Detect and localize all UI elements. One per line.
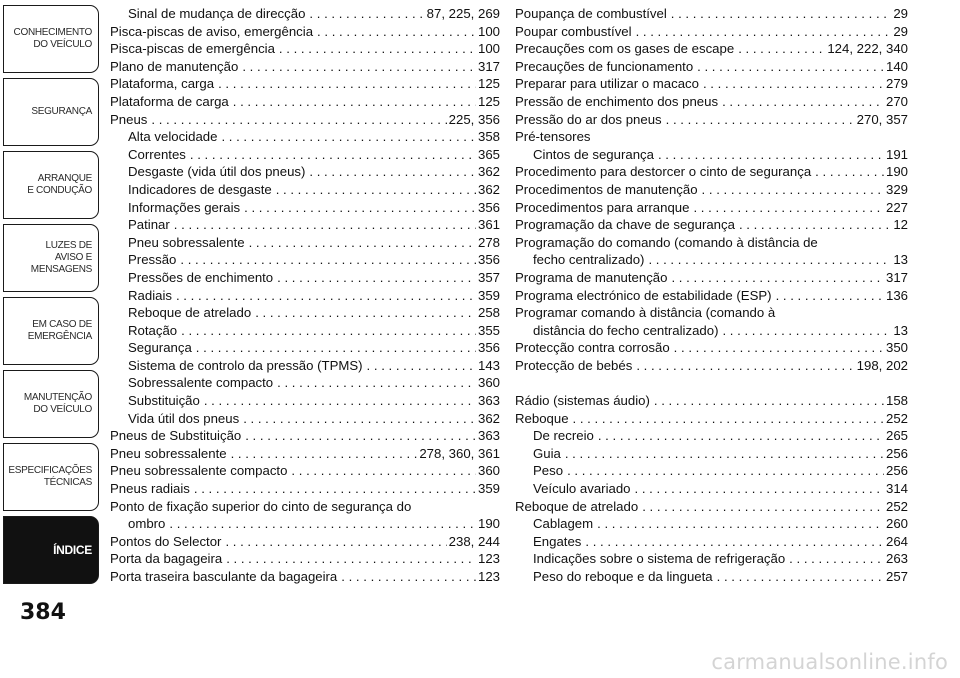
dot-leader — [244, 199, 476, 217]
dot-leader — [317, 23, 476, 41]
index-entry-pages[interactable]: 257 — [885, 569, 908, 584]
index-entry[interactable] — [515, 550, 908, 568]
index-entry-pages[interactable]: 360 — [477, 375, 500, 391]
index-entry-pages[interactable]: 125 — [477, 93, 500, 109]
index-column-right — [515, 5, 908, 586]
index-entry-text: Precauções de funcionamento — [515, 58, 694, 74]
dot-leader — [309, 163, 476, 181]
index-entry-text: Pneu sobressalente compacto — [110, 463, 288, 479]
tab-conhecimento-do-veiculo[interactable] — [3, 5, 99, 73]
index-entry[interactable] — [515, 181, 908, 199]
dot-leader — [598, 427, 884, 445]
tab-label: MANUTENÇÃO DO VEÍCULO — [23, 392, 92, 415]
index-entry-pages[interactable]: 12 — [893, 217, 908, 233]
index-entry[interactable] — [110, 498, 500, 516]
index-entry[interactable] — [515, 234, 908, 252]
index-entry-text: Pressão — [128, 252, 177, 268]
index-entry-text: Reboque de atrelado — [515, 498, 639, 514]
index-entry-text: Segurança — [128, 340, 192, 356]
index-entry-text: fecho centralizado) — [533, 252, 645, 268]
index-entry[interactable] — [110, 93, 500, 111]
index-entry-text: Reboque — [515, 410, 569, 426]
tab-manutencao-do-veiculo[interactable] — [3, 370, 99, 438]
index-entry-pages[interactable]: 265 — [885, 428, 908, 444]
watermark: carmanualsonline.info — [711, 650, 948, 674]
dot-leader — [176, 287, 476, 305]
index-entry-pages[interactable]: 225, 356 — [448, 111, 500, 127]
index-entry[interactable] — [515, 128, 908, 146]
index-entry-text: Guia — [533, 445, 561, 461]
dot-leader — [654, 392, 884, 410]
dot-leader — [789, 550, 884, 568]
index-entry[interactable] — [515, 40, 908, 58]
index-entry-pages[interactable]: 125 — [477, 76, 500, 92]
dot-leader — [309, 5, 424, 23]
index-entry[interactable] — [110, 392, 500, 410]
index-entry[interactable] — [110, 462, 500, 480]
index-entry[interactable] — [110, 23, 500, 41]
index-entry[interactable] — [515, 93, 908, 111]
index-entry-text: Poupança de combustível — [515, 6, 667, 21]
dot-leader — [276, 181, 476, 199]
index-entry-pages[interactable]: 227 — [885, 199, 908, 215]
index-entry-pages[interactable]: 258 — [477, 305, 500, 321]
index-entry-pages[interactable]: 278 — [477, 234, 500, 250]
index-entry[interactable] — [110, 480, 500, 498]
index-entry-text: Pressões de enchimento — [128, 269, 274, 285]
index-entry[interactable] — [110, 374, 500, 392]
index-entry-text: Procedimentos para arranque — [515, 199, 690, 215]
dot-leader — [245, 427, 476, 445]
index-entry-pages[interactable]: 252 — [885, 498, 908, 514]
dot-leader — [815, 163, 884, 181]
index-entry-text: Plataforma, carga — [110, 76, 215, 92]
index-entry-pages[interactable]: 264 — [885, 533, 908, 549]
index-entry[interactable] — [515, 23, 908, 41]
index-entry[interactable] — [515, 199, 908, 217]
index-entry[interactable] — [515, 304, 908, 322]
index-entry[interactable] — [515, 339, 908, 357]
index-entry[interactable] — [515, 357, 908, 375]
index-entry[interactable] — [110, 287, 500, 305]
index-entry[interactable] — [110, 568, 500, 586]
index-entry-text: distância do fecho centralizado) — [533, 322, 719, 338]
dot-leader — [693, 199, 884, 217]
index-entry-pages[interactable]: 100 — [477, 41, 500, 57]
index-entry-pages[interactable]: 13 — [893, 322, 908, 338]
dot-leader — [291, 462, 476, 480]
tab-label: SEGURANÇA — [31, 106, 92, 117]
index-entry-text: Veículo avariado — [533, 481, 631, 497]
index-entry-text: Pneus de Substituição — [110, 428, 242, 444]
index-entry[interactable] — [515, 462, 908, 480]
dot-leader — [597, 515, 884, 533]
index-entry-pages[interactable]: 356 — [477, 199, 500, 215]
index-entry-text: Precauções com os gases de escape — [515, 41, 735, 57]
dot-leader — [666, 111, 855, 129]
index-entry-text: Desgaste (vida útil dos pneus) — [128, 164, 306, 180]
index-entry-pages[interactable]: 123 — [477, 551, 500, 567]
index-entry-text: Cintos de segurança — [533, 146, 654, 162]
index-entry[interactable] — [515, 58, 908, 76]
index-entry-pages[interactable]: 362 — [477, 410, 500, 426]
index-entry-text: De recreio — [533, 428, 594, 444]
index-entry-text: Substituição — [128, 393, 200, 409]
index-entry[interactable] — [515, 498, 908, 516]
dot-leader — [221, 128, 476, 146]
index-entry-pages[interactable]: 256 — [885, 463, 908, 479]
index-entry-text: Sistema de controlo da pressão (TPMS) — [128, 357, 363, 373]
index-entry-text: Informações gerais — [128, 199, 241, 215]
index-entry-pages[interactable]: 355 — [477, 322, 500, 338]
index-entry-text: Reboque de atrelado — [128, 305, 252, 321]
index-entry[interactable] — [515, 410, 908, 428]
tab-luzes-de-aviso-e-mensagens[interactable] — [3, 224, 99, 292]
tab-label: EM CASO DE EMERGÊNCIA — [27, 319, 92, 342]
index-entry-pages[interactable]: 317 — [885, 269, 908, 285]
index-entry[interactable] — [515, 533, 908, 551]
dot-leader — [277, 374, 476, 392]
dot-leader — [277, 269, 476, 287]
index-entry-pages[interactable]: 278, 360, 361 — [419, 445, 500, 461]
dot-leader — [642, 498, 884, 516]
dot-leader — [151, 111, 446, 129]
index-entry-text: Plano de manutenção — [110, 58, 239, 74]
dot-leader — [635, 480, 884, 498]
index-entry[interactable] — [110, 357, 500, 375]
dot-leader — [703, 75, 884, 93]
dot-leader — [671, 5, 892, 23]
index-entry-pages[interactable]: 329 — [885, 181, 908, 197]
dot-leader — [180, 251, 476, 269]
index-entry[interactable] — [515, 5, 908, 23]
index-entry[interactable] — [110, 111, 500, 129]
tab-label: ÍNDICE — [53, 543, 92, 557]
dot-leader — [174, 216, 476, 234]
index-entry[interactable] — [515, 146, 908, 164]
index-entry-pages[interactable]: 365 — [477, 146, 500, 162]
index-entry-pages[interactable]: 359 — [477, 481, 500, 497]
index-entry-pages[interactable]: 361 — [477, 217, 500, 233]
tab-label: LUZES DE AVISO E MENSAGENS — [30, 240, 92, 275]
tab-arranque-e-conducao[interactable] — [3, 151, 99, 219]
index-entry-pages[interactable]: 358 — [477, 129, 500, 145]
index-entry-pages[interactable]: 29 — [893, 23, 908, 39]
index-entry-pages[interactable]: 263 — [885, 551, 908, 567]
index-entry-text: Programa electrónico de estabilidade (ESP) — [515, 287, 772, 303]
index-entry-text: Vida útil dos pneus — [128, 410, 240, 426]
index-entry-text: Indicações sobre o sistema de refrigeração — [533, 551, 786, 567]
dot-leader — [671, 269, 884, 287]
index-entry-text: Programação do comando (comando à distância de — [515, 234, 818, 250]
index-entry-text: Rádio (sistemas áudio) — [515, 393, 650, 409]
index-entry-pages[interactable]: 314 — [885, 481, 908, 497]
index-entry[interactable] — [110, 181, 500, 199]
index-entry[interactable] — [110, 269, 500, 287]
index-entry-pages[interactable]: 198, 202 — [856, 357, 908, 373]
dot-leader — [739, 216, 891, 234]
index-entry[interactable] — [110, 322, 500, 340]
index-entry-text: Engates — [533, 533, 582, 549]
index-entry[interactable] — [515, 111, 908, 129]
index-entry-text: Indicadores de desgaste — [128, 181, 272, 197]
index-entry-text: Patinar — [128, 217, 170, 233]
index-entry[interactable] — [110, 40, 500, 58]
index-entry[interactable] — [110, 427, 500, 445]
index-entry-text: Poupar combustível — [515, 23, 632, 39]
index-entry[interactable] — [110, 410, 500, 428]
dot-leader — [249, 234, 476, 252]
index-column-left — [110, 5, 500, 586]
index-entry-text: Porta da bagageira — [110, 551, 223, 567]
index-entry-pages[interactable]: 359 — [477, 287, 500, 303]
index-entry-pages[interactable]: 13 — [893, 252, 908, 268]
index-entry-text: Procedimentos de manutenção — [515, 181, 698, 197]
index-gap — [515, 374, 908, 392]
index-entry-pages[interactable]: 238, 244 — [448, 533, 500, 549]
dot-leader — [776, 287, 884, 305]
dot-leader — [674, 339, 884, 357]
index-entry-text: Alta velocidade — [128, 129, 218, 145]
dot-leader — [225, 533, 446, 551]
index-entry-text: Pneus — [110, 111, 148, 127]
dot-leader — [636, 357, 854, 375]
index-entry[interactable] — [110, 445, 500, 463]
index-entry-pages[interactable]: 252 — [885, 410, 908, 426]
dot-leader — [567, 462, 884, 480]
index-entry-text: Protecção contra corrosão — [515, 340, 670, 356]
index-entry-text: Correntes — [128, 146, 186, 162]
index-entry[interactable] — [515, 269, 908, 287]
tab-label: CONHECIMENTO DO VEÍCULO — [13, 27, 92, 50]
dot-leader — [738, 40, 825, 58]
index-entry-text: Pré-tensores — [515, 129, 591, 145]
index-entry[interactable] — [110, 146, 500, 164]
index-entry-text: Procedimento para destorcer o cinto de segurança — [515, 164, 812, 180]
index-entry-pages[interactable]: 363 — [477, 393, 500, 409]
index-entry-text: Rotação — [128, 322, 178, 338]
index-entry-text: Sinal de mudança de direcção — [128, 6, 306, 21]
index-entry-pages[interactable]: 270 — [885, 93, 908, 109]
dot-leader — [658, 146, 884, 164]
index-entry[interactable] — [515, 445, 908, 463]
index-entry-pages[interactable]: 136 — [885, 287, 908, 303]
dot-leader — [341, 568, 476, 586]
index-entry[interactable] — [110, 75, 500, 93]
tab-especificacoes-tecnicas[interactable] — [3, 443, 99, 511]
index-entry-text: Radiais — [128, 287, 172, 303]
index-entry-text: Preparar para utilizar o macaco — [515, 76, 699, 92]
index-entry[interactable] — [110, 339, 500, 357]
dot-leader — [194, 480, 476, 498]
index-entry-pages[interactable]: 317 — [477, 58, 500, 74]
index-entry[interactable] — [110, 5, 500, 23]
index-entry[interactable] — [110, 533, 500, 551]
dot-leader — [231, 445, 418, 463]
index-entry-pages[interactable]: 190 — [477, 516, 500, 532]
index-entry-text: Pisca-piscas de aviso, emergência — [110, 23, 314, 39]
index-entry-pages[interactable]: 123 — [477, 569, 500, 584]
index-entry-pages[interactable]: 158 — [885, 393, 908, 409]
tab-label: ESPECIFICAÇÕES TÉCNICAS — [8, 465, 92, 488]
dot-leader — [702, 181, 884, 199]
dot-leader — [233, 93, 476, 111]
index-entry[interactable] — [515, 75, 908, 93]
index-entry-pages[interactable]: 140 — [885, 58, 908, 74]
index-entry-pages[interactable]: 256 — [885, 445, 908, 461]
index-entry-text: Porta traseira basculante da bagageira — [110, 569, 338, 584]
dot-leader — [585, 533, 884, 551]
dot-leader — [367, 357, 476, 375]
index-entry-text: ombro — [128, 516, 166, 532]
dot-leader — [565, 445, 884, 463]
index-entry-text: Protecção de bebés — [515, 357, 633, 373]
index-entry-text: Pneu sobressalente — [110, 445, 227, 461]
index-entry-pages[interactable]: 190 — [885, 164, 908, 180]
dot-leader — [204, 392, 476, 410]
index-entry-pages[interactable]: 362 — [477, 164, 500, 180]
index-entry[interactable] — [110, 515, 500, 533]
index-entry-pages[interactable]: 87, 225, 269 — [426, 6, 500, 21]
index-entry-text: Peso — [533, 463, 564, 479]
index-entry[interactable] — [515, 427, 908, 445]
index-entry-pages[interactable]: 363 — [477, 428, 500, 444]
index-entry[interactable] — [110, 216, 500, 234]
index-entry[interactable] — [515, 392, 908, 410]
dot-leader — [697, 58, 884, 76]
index-entry-text: Pontos do Selector — [110, 533, 222, 549]
index-entry-pages[interactable]: 143 — [477, 357, 500, 373]
index-entry[interactable] — [515, 163, 908, 181]
index-entry-text: Pneus radiais — [110, 481, 190, 497]
dot-leader — [573, 410, 884, 428]
index-entry-pages[interactable]: 279 — [885, 76, 908, 92]
index-entry[interactable] — [515, 568, 908, 586]
index-entry-pages[interactable]: 124, 222, 340 — [827, 41, 908, 57]
index-entry-pages[interactable]: 260 — [885, 516, 908, 532]
index-entry-pages[interactable]: 270, 357 — [856, 111, 908, 127]
index-entry[interactable] — [110, 550, 500, 568]
tab-seguranca[interactable] — [3, 78, 99, 146]
dot-leader — [722, 322, 891, 340]
index-entry-text: Ponto de fixação superior do cinto de segurança do — [110, 498, 412, 514]
dot-leader — [648, 251, 891, 269]
index-entry-pages[interactable]: 191 — [885, 146, 908, 162]
index-entry[interactable] — [110, 304, 500, 322]
dot-leader — [218, 75, 476, 93]
index-entry-text: Cablagem — [533, 516, 594, 532]
index-entry[interactable] — [110, 251, 500, 269]
tab-label: ARRANQUE E CONDUÇÃO — [27, 173, 92, 196]
index-entry-pages[interactable]: 350 — [885, 340, 908, 356]
index-entry[interactable] — [515, 515, 908, 533]
index-entry-pages[interactable]: 357 — [477, 269, 500, 285]
index-entry[interactable] — [110, 234, 500, 252]
index-entry[interactable] — [515, 216, 908, 234]
dot-leader — [181, 322, 476, 340]
dot-leader — [243, 410, 476, 428]
dot-leader — [255, 304, 476, 322]
index-entry-text: Pressão do ar dos pneus — [515, 111, 662, 127]
index-entry-text: Plataforma de carga — [110, 93, 229, 109]
page-number: 384 — [20, 600, 66, 625]
dot-leader — [636, 23, 892, 41]
index-entry-pages[interactable]: 360 — [477, 463, 500, 479]
tab-em-caso-de-emergencia[interactable] — [3, 297, 99, 365]
index-entry-text: Pneu sobressalente — [128, 234, 245, 250]
dot-leader — [242, 58, 476, 76]
index-entry[interactable] — [110, 163, 500, 181]
index-entry[interactable] — [110, 58, 500, 76]
dot-leader — [226, 550, 476, 568]
index-entry[interactable] — [110, 128, 500, 146]
index-entry-text: Programação da chave de segurança — [515, 217, 735, 233]
index-entry-text: Programa de manutenção — [515, 269, 668, 285]
index-entry-text: Programar comando à distância (comando à — [515, 305, 776, 321]
index-entry-text: Peso do reboque e da lingueta — [533, 569, 713, 584]
index-entry[interactable] — [515, 287, 908, 305]
dot-leader — [190, 146, 476, 164]
index-entry-pages[interactable]: 100 — [477, 23, 500, 39]
chapter-tabs — [0, 0, 100, 678]
index-entry[interactable] — [515, 251, 908, 269]
index-entry-pages[interactable]: 356 — [477, 340, 500, 356]
dot-leader — [722, 93, 884, 111]
index-entry[interactable] — [515, 322, 908, 340]
index-entry[interactable] — [515, 480, 908, 498]
tab-indice[interactable] — [3, 516, 99, 584]
index-entry-text: Sobressalente compacto — [128, 375, 274, 391]
dot-leader — [717, 568, 884, 586]
dot-leader — [169, 515, 476, 533]
index-entry[interactable] — [110, 199, 500, 217]
index-entry-text: Pisca-piscas de emergência — [110, 41, 275, 57]
index-entry-pages[interactable]: 362 — [477, 181, 500, 197]
dot-leader — [279, 40, 476, 58]
index-entry-pages[interactable]: 356 — [477, 252, 500, 268]
dot-leader — [196, 339, 476, 357]
index-entry-pages[interactable]: 29 — [893, 6, 908, 21]
index-entry-text: Pressão de enchimento dos pneus — [515, 93, 719, 109]
